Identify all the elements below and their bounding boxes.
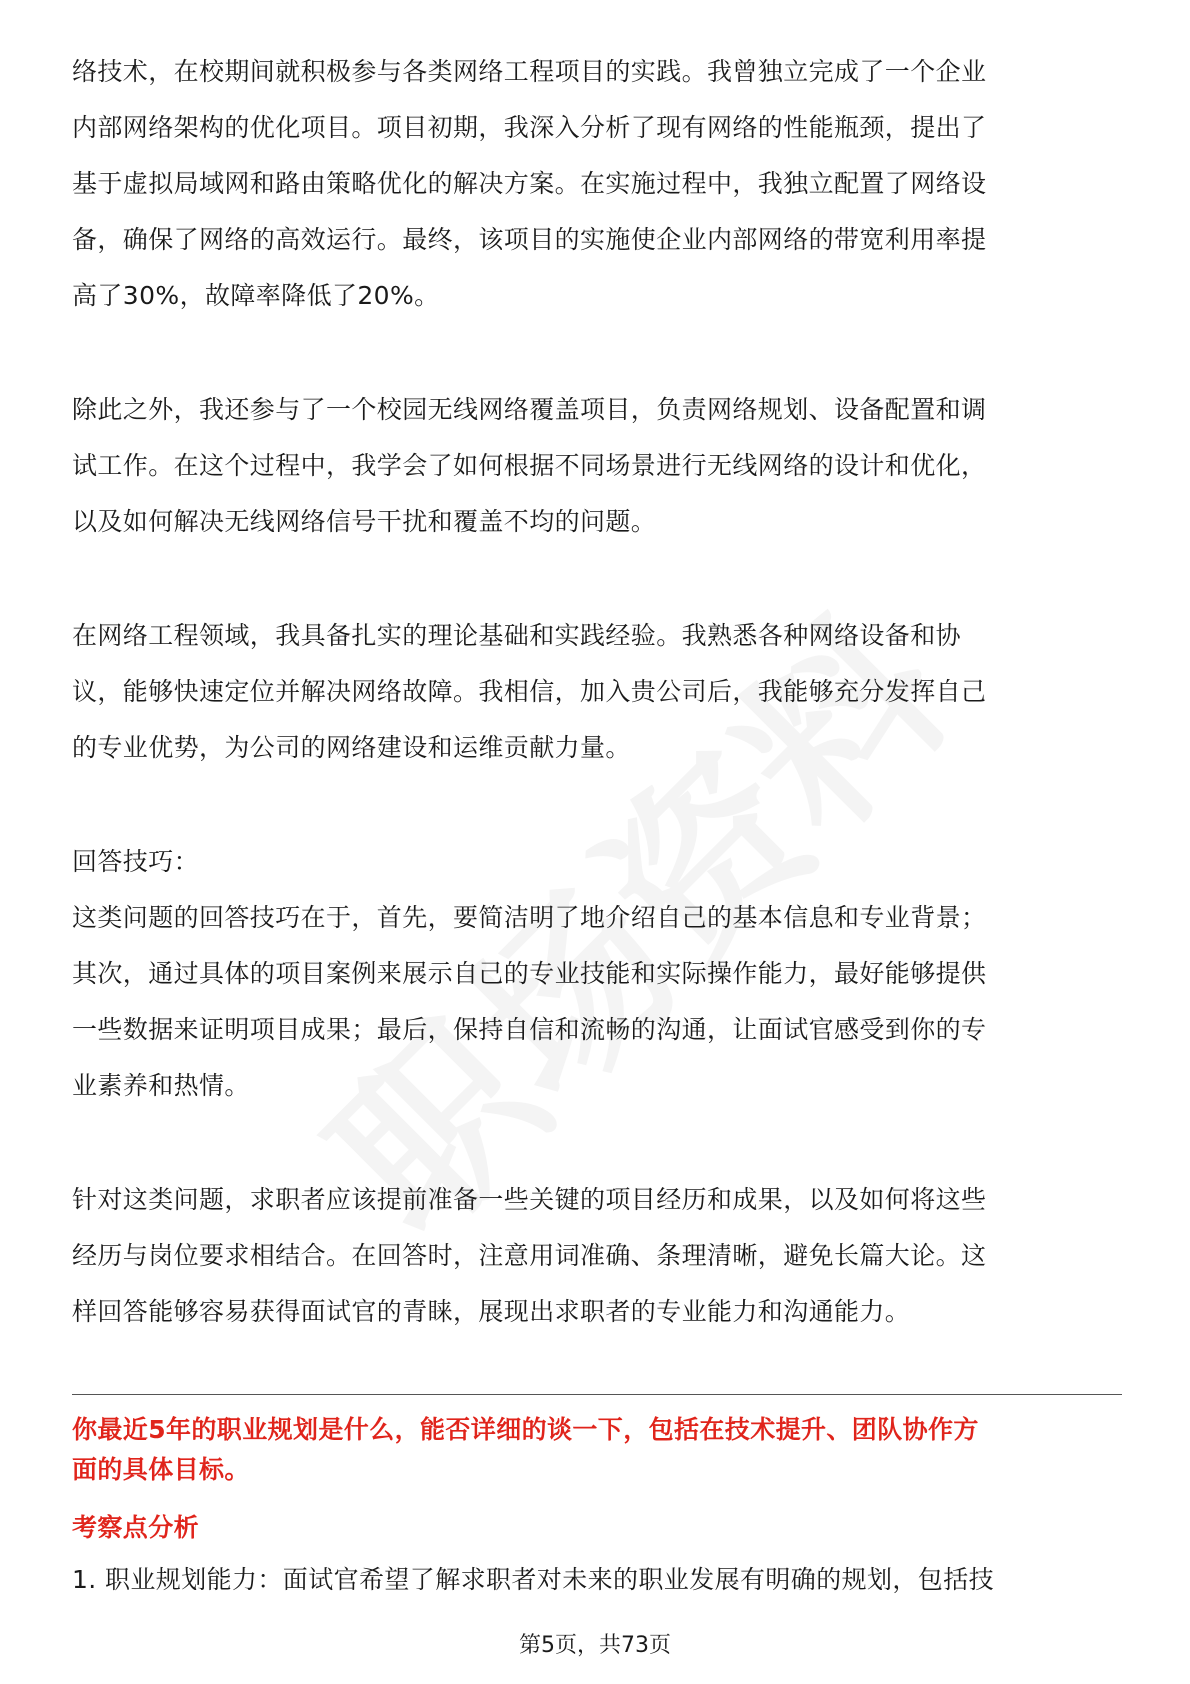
tips-heading: 回答技巧： (72, 847, 200, 876)
paragraph-wireless-project: 除此之外，我还参与了一个校园无线网络覆盖项目，负责网络规划、设备配置和调 试工作。在这个过程中，我学会了如何根据不同场景进行无线网络的设计和优化， 以及如何解决无线网络信号干扰和覆盖不均的问题。 (72, 395, 987, 536)
interview-question: 你最近5年的职业规划是什么，能否详细的谈一下，包括在技术提升、团队协作方 面的具体目标。 (72, 1415, 979, 1484)
analysis-heading: 考察点分析 (72, 1513, 200, 1542)
analysis-point-1: 1. 职业规划能力：面试官希望了解求职者对未来的职业发展有明确的规划，包括技 (72, 1565, 995, 1594)
paragraph-gap (72, 1114, 1122, 1172)
paragraph-network-expertise: 在网络工程领域，我具备扎实的理论基础和实践经验。我熟悉各种网络设备和协 议，能够快速定位并解决网络故障。我相信，加入贵公司后，我能够充分发挥自己 的专业优势，为公司的网络建设和运维贡献力量。 (72, 621, 987, 762)
paragraph-gap (72, 776, 1122, 834)
page-number-footer: 第5页，共73页 (519, 1633, 671, 1658)
paragraph-gap (72, 550, 1122, 608)
paragraph-preparation-advice: 针对这类问题，求职者应该提前准备一些关键的项目经历和成果，以及如何将这些 经历与岗位要求相结合。在回答时，注意用词准确、条理清晰，避免长篇大论。这 样回答能够容易获得面试官的青睐，展现出求职者的专业能力和沟通能力。 (72, 1185, 987, 1326)
paragraph-project-experience: 络技术，在校期间就积极参与各类网络工程项目的实践。我曾独立完成了一个企业 内部网络架构的优化项目。项目初期，我深入分析了现有网络的性能瓶颈，提出了 基于虚拟局域网和路由策略优化的解决方案。在实施过程中，我独立配置了网络设 备，确保了网络的高效运行。最终，该项目的实施使企业内部网络的带宽利用率提 高了30%，故障率降低了20%。 (72, 57, 987, 310)
section-divider (72, 1394, 1122, 1395)
paragraph-tips: 这类问题的回答技巧在于，首先，要简洁明了地介绍自己的基本信息和专业背景； 其次，通过具体的项目案例来展示自己的专业技能和实际操作能力，最好能够提供 一些数据来证明项目成果；最后，保持自信和流畅的沟通，让面试官感受到你的专 业素养和热情。 (72, 903, 987, 1100)
paragraph-gap (72, 324, 1122, 382)
document-body (72, 44, 1122, 1340)
